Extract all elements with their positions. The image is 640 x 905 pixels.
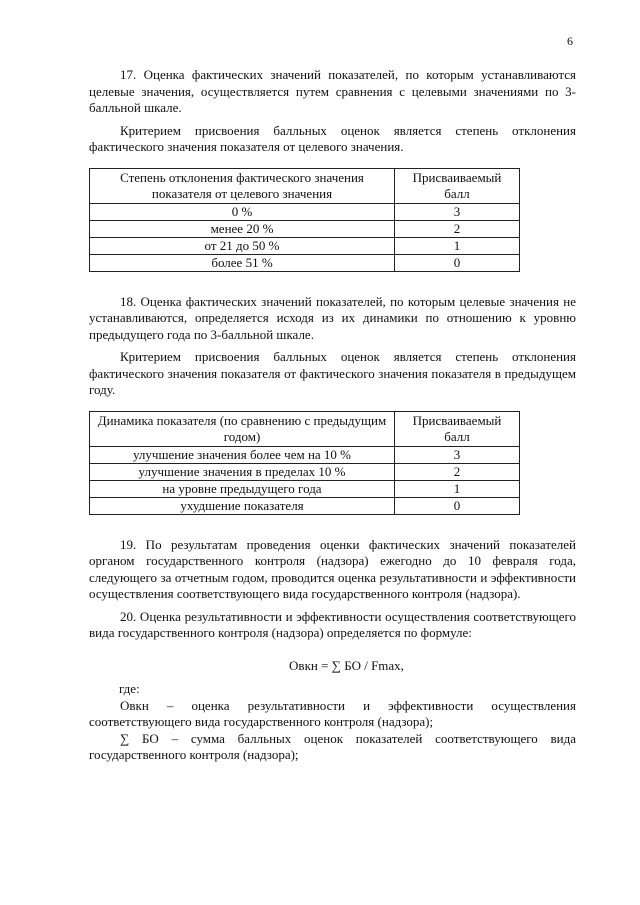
definition-ovkn: Овкн – оценка результативности и эффективности осуществления соответствующего вида государственного контроля (надзора);	[89, 697, 576, 729]
paragraph-19: 19. По результатам проведения оценки фактических значений показателей органом государственного контроля (надзора) ежегодно до 10 февраля года, следующего за отчетным годом, проводится оценка результативности и эффективности осуществления соответствующего вида государственного контроля (надзора).	[89, 536, 576, 601]
paragraph-17: 17. Оценка фактических значений показателей, по которым устанавливаются целевые значения, осуществляется путем сравнения с целевыми значениями по 3-балльной шкале.	[89, 67, 576, 115]
row-score: 0	[395, 254, 520, 271]
row-score: 2	[395, 463, 520, 480]
table-row	[90, 203, 520, 220]
table-row	[90, 237, 520, 254]
definition-sum-bo: ∑ БО – сумма балльных оценок показателей соответствующего вида государственного контроля (надзора);	[89, 730, 576, 762]
table-header-dynamics: Динамика показателя (по сравнению с предыдущим годом)	[90, 411, 395, 446]
row-label: менее 20 %	[90, 220, 395, 237]
row-label: улучшение значения более чем на 10 %	[90, 446, 395, 463]
row-score: 3	[395, 446, 520, 463]
row-label: более 51 %	[90, 254, 395, 271]
table-header-row	[90, 411, 520, 446]
row-score: 1	[395, 480, 520, 497]
table-header-row	[90, 168, 520, 203]
dynamics-score-table	[89, 411, 520, 515]
paragraph-18: 18. Оценка фактических значений показателей, по которым целевые значения не устанавливаются, определяется исходя из их динамики по отношению к уровню предыдущего года по 3-балльной шкале.	[89, 293, 576, 342]
row-label: 0 %	[90, 203, 395, 220]
deviation-score-table	[89, 168, 520, 272]
row-score: 0	[395, 497, 520, 514]
row-label: улучшение значения в пределах 10 %	[90, 463, 395, 480]
table-row	[90, 446, 520, 463]
table-row	[90, 480, 520, 497]
paragraph-17-criterion: Критерием присвоения балльных оценок является степень отклонения фактического значения показателя от целевого значения.	[89, 122, 576, 154]
row-label: от 21 до 50 %	[90, 237, 395, 254]
table-row	[90, 254, 520, 271]
formula: Овкн = ∑ БО / Fmax,	[289, 657, 404, 673]
table-header-deviation: Степень отклонения фактического значения показателя от целевого значения	[90, 168, 395, 203]
paragraph-20: 20. Оценка результативности и эффективности осуществления соответствующего вида государственного контроля (надзора) определяется по формуле:	[89, 608, 576, 640]
row-label: ухудшение показателя	[90, 497, 395, 514]
row-score: 2	[395, 220, 520, 237]
where-label: где:	[119, 681, 140, 696]
row-score: 1	[395, 237, 520, 254]
page-number: 6	[567, 34, 573, 48]
row-score: 3	[395, 203, 520, 220]
table-row	[90, 497, 520, 514]
row-label: на уровне предыдущего года	[90, 480, 395, 497]
paragraph-18-criterion: Критерием присвоения балльных оценок является степень отклонения фактического значения показателя от фактического значения показателя в предыдущем году.	[89, 349, 576, 397]
table-header-score: Присваиваемый балл	[395, 411, 520, 446]
table-header-score: Присваиваемый балл	[395, 168, 520, 203]
document-body	[89, 67, 576, 764]
table-row	[90, 463, 520, 480]
table-row	[90, 220, 520, 237]
